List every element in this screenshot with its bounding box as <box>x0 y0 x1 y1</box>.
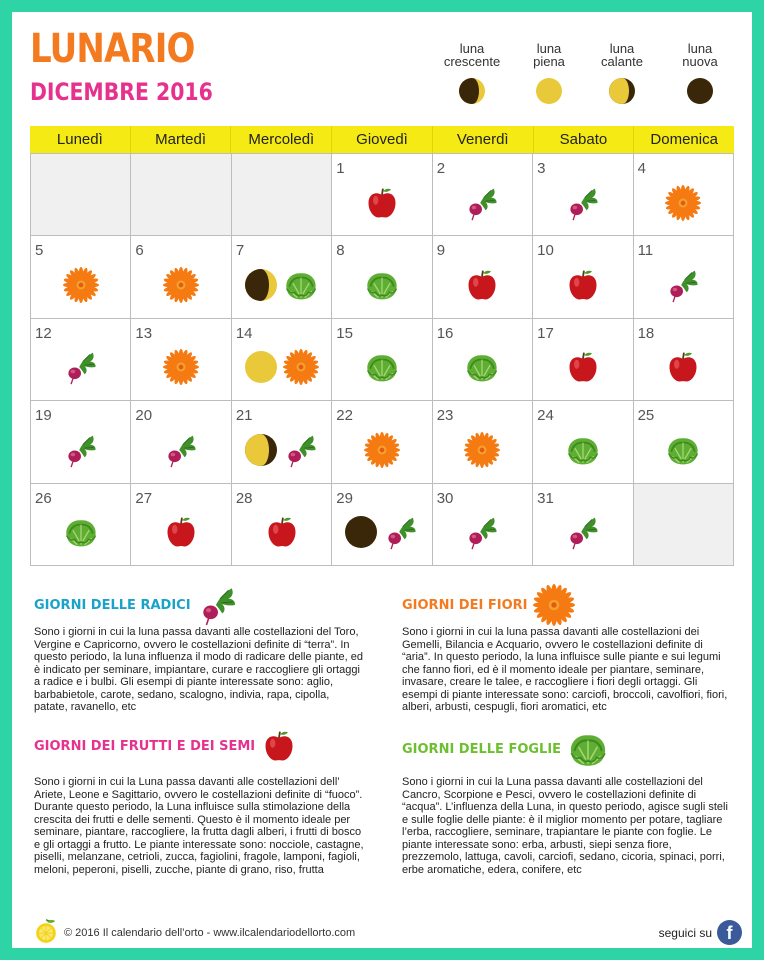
calendar-day-cell <box>31 319 131 401</box>
lettuce-icon <box>567 728 609 770</box>
day-number: 25 <box>637 407 655 425</box>
radish-icon <box>565 185 601 221</box>
day-icons <box>332 504 431 561</box>
lettuce-icon <box>565 432 601 468</box>
moon-full-icon <box>536 78 562 104</box>
day-icons <box>232 256 331 313</box>
legend-waning <box>582 42 662 104</box>
radish-icon <box>464 185 500 221</box>
radish-icon <box>464 514 500 550</box>
calendar-day-cell <box>131 401 231 483</box>
calendar-day-cell <box>332 484 432 566</box>
day-number: 27 <box>135 489 153 507</box>
radish-icon <box>197 584 239 626</box>
day-number: 12 <box>35 324 52 342</box>
radish-icon <box>383 514 419 550</box>
calendar-day-cell <box>533 154 633 236</box>
day-number: 20 <box>135 407 153 425</box>
calendar-day-cell <box>433 236 533 318</box>
day-number: 19 <box>35 407 52 425</box>
flower-icon <box>63 267 99 303</box>
calendar-day-cell <box>232 319 332 401</box>
page-title: LUNARIO <box>30 26 195 72</box>
flower-icon <box>283 349 319 385</box>
day-icons <box>131 504 230 561</box>
weekday-wednesday: Mercoledì <box>231 126 332 153</box>
day-number: 10 <box>537 242 554 260</box>
apple-icon <box>163 514 199 550</box>
day-number: 17 <box>537 324 554 342</box>
copyright-text: © 2016 Il calendario dell’orto - www.ilcalendariodellorto.com <box>64 927 356 939</box>
legend-label: nuova <box>682 54 718 69</box>
radish-icon <box>565 514 601 550</box>
legend-label: luna <box>687 41 713 56</box>
legend-waxing <box>432 42 512 104</box>
day-number: 22 <box>336 407 353 425</box>
day-icons <box>31 256 130 313</box>
day-number: 6 <box>135 242 144 260</box>
weekday-friday: Venerdì <box>433 126 534 153</box>
day-icons <box>232 339 331 396</box>
lettuce-icon <box>283 267 319 303</box>
moon-waning-icon <box>609 78 635 104</box>
day-icons <box>332 174 431 231</box>
apple-icon <box>464 267 500 303</box>
day-number: 15 <box>336 324 353 342</box>
legend-label: piena <box>533 54 565 69</box>
weekday-thursday: Giovedì <box>332 126 433 153</box>
calendar-day-cell <box>533 401 633 483</box>
lemon-icon <box>32 917 60 945</box>
section-radici-header <box>34 584 239 626</box>
day-icons <box>433 421 532 478</box>
section-foglie-title: GIORNI DELLE FOGLIE <box>402 741 562 757</box>
legend-new <box>660 42 740 104</box>
flower-icon <box>464 432 500 468</box>
apple-icon <box>364 185 400 221</box>
calendar-day-cell <box>433 154 533 236</box>
calendar-day-cell <box>131 484 231 566</box>
day-icons <box>131 256 230 313</box>
day-number: 24 <box>537 407 554 425</box>
legend-full <box>509 42 589 104</box>
day-icons <box>433 174 532 231</box>
day-number: 26 <box>35 489 52 507</box>
radish-icon <box>163 432 199 468</box>
moon-waning-icon <box>245 434 277 466</box>
apple-icon <box>261 728 297 764</box>
calendar-day-cell <box>332 319 432 401</box>
day-icons <box>634 421 733 478</box>
day-icons <box>533 504 632 561</box>
section-frutti-title: GIORNI DEI FRUTTI E DEI SEMI <box>34 738 256 754</box>
calendar-day-cell <box>533 319 633 401</box>
calendar-day-cell <box>232 484 332 566</box>
day-icons <box>332 421 431 478</box>
weekday-header <box>30 126 734 153</box>
legend-label: luna <box>536 41 562 56</box>
day-icons <box>533 421 632 478</box>
day-number: 4 <box>637 160 646 177</box>
day-icons <box>433 504 532 561</box>
apple-icon <box>565 267 601 303</box>
calendar-empty-cell <box>131 154 231 236</box>
section-fiori-header <box>402 584 575 626</box>
facebook-icon[interactable]: f <box>717 920 742 945</box>
section-radici-title: GIORNI DELLE RADICI <box>34 597 191 613</box>
day-icons <box>31 339 130 396</box>
footer <box>32 917 742 951</box>
lettuce-icon <box>464 349 500 385</box>
legend-label: calante <box>601 54 643 69</box>
calendar-empty-cell <box>634 484 734 566</box>
day-number: 16 <box>436 324 454 342</box>
lunar-calendar-card <box>12 12 752 948</box>
section-frutti-body: Sono i giorni in cui la Luna passa davanti alle costellazioni dell’ Ariete, Leone e Sagittario, ovvero le costellazioni definite di “fuoco”. Durante questo periodo, la Luna influisce sulla stimolazione della crescita dei frutti e delle sementi. Questo è il momento ideale per seminare, piantare, raccogliere, la frutta dagli alberi, i frutti di bosco e gli ortaggi a frutto. Le piante interessate sono: nocciole, castagne, piselli, melanzane, cetrioli, zucca, fagiolini, fragole, lamponi, fagioli, meloni, peperoni, piselli, zucche, piante di grano, riso, frutta <box>34 776 364 876</box>
lettuce-icon <box>364 349 400 385</box>
legend-label: crescente <box>443 54 501 69</box>
day-number: 18 <box>637 324 655 342</box>
moon-new-icon <box>345 516 377 548</box>
weekday-monday: Lunedì <box>30 126 131 153</box>
day-icons <box>634 256 733 313</box>
day-number: 29 <box>336 489 353 507</box>
section-foglie-body: Sono i giorni in cui la Luna passa davanti alle costellazioni del Cancro, Scorpione e Pesci, ovvero le costellazioni definite di “acqua”. L’influenza della Luna, in questo periodo, agisce sugli steli e sulle foglie delle piante: è il miglior momento per potare, tagliare l’erba, raccogliere, seminare, trapiantare le piante con foglie. Le piante interessate sono: erba, arbusti, siepi senza fiore, prezzemolo, lattuga, cavoli, carciofi, sedano, cicoria, spinaci, porri, erbe aromatiche, edera, conifere, etc <box>402 776 728 876</box>
day-icons <box>131 421 230 478</box>
radish-icon <box>63 349 99 385</box>
calendar-day-cell <box>332 236 432 318</box>
follow-label: seguici su <box>658 926 712 940</box>
section-fiori-body: Sono i giorni in cui la luna passa davanti alle costellazioni dei Gemelli, Bilancia e Acquario, ovvero le costellazioni definite di “aria”. In questo periodo, la luna influisce sulle piante e sui legumi che fanno fiori, ed è il momento ideale per piantare, seminare, invasare, creare le talee, e raccogliere i fiori degli ortaggi. Gli esempi di piante interessate sono: carciofi, broccoli, cavolfiori, fiori, alberi, arbusti, cespugli, fiori aromatici, etc <box>402 626 728 713</box>
calendar-day-cell <box>533 236 633 318</box>
day-number: 21 <box>235 407 253 425</box>
flower-icon <box>163 349 199 385</box>
apple-icon <box>665 349 701 385</box>
calendar-day-cell <box>634 236 734 318</box>
day-icons <box>533 174 632 231</box>
lettuce-icon <box>364 267 400 303</box>
calendar-empty-cell <box>232 154 332 236</box>
day-number: 9 <box>436 242 446 260</box>
section-fiori-title: GIORNI DEI FIORI <box>402 597 528 613</box>
calendar-grid <box>30 153 734 566</box>
moon-waxing-icon <box>459 78 485 104</box>
calendar-day-cell <box>332 401 432 483</box>
lettuce-icon <box>665 432 701 468</box>
radish-icon <box>283 432 319 468</box>
weekday-tuesday: Martedì <box>131 126 232 153</box>
flower-icon <box>533 584 575 626</box>
moon-waxing-icon <box>245 269 277 301</box>
calendar-day-cell <box>31 236 131 318</box>
day-icons <box>634 339 733 396</box>
flower-icon <box>364 432 400 468</box>
day-number: 1 <box>336 160 345 177</box>
day-number: 28 <box>235 489 253 507</box>
day-number: 13 <box>135 324 153 342</box>
lettuce-icon <box>63 514 99 550</box>
day-number: 5 <box>35 242 44 260</box>
calendar-day-cell <box>332 154 432 236</box>
day-icons <box>634 174 733 231</box>
section-frutti-header <box>34 728 297 764</box>
calendar-day-cell <box>433 401 533 483</box>
radish-icon <box>63 432 99 468</box>
day-icons <box>433 339 532 396</box>
flower-icon <box>665 185 701 221</box>
weekday-sunday: Domenica <box>650 131 718 148</box>
day-number: 3 <box>537 160 546 177</box>
day-icons <box>332 339 431 396</box>
calendar-day-cell <box>31 401 131 483</box>
day-number: 23 <box>436 407 454 425</box>
section-radici-body: Sono i giorni in cui la luna passa davanti alle costellazioni del Toro, Vergine e Capricorno, ovvero le costellazioni definite di “terra”. In questo periodo, la luna influenza il modo di radicare delle piante, ed è indicato per seminare, impiantare, curare e raccogliere gli ortaggi a radice e i bulbi. Gli esempi di piante interessate sono: aglio, barbabietole, carote, sedano, scalogno, indivia, rapa, cipolla, patate, ravanello, etc <box>34 626 363 713</box>
legend-label: luna <box>459 41 485 56</box>
calendar-empty-cell <box>31 154 131 236</box>
day-icons <box>232 421 331 478</box>
calendar-day-cell <box>634 319 734 401</box>
day-icons <box>31 421 130 478</box>
radish-icon <box>665 267 701 303</box>
day-icons <box>232 504 331 561</box>
calendar-day-cell <box>533 484 633 566</box>
calendar-day-cell <box>31 484 131 566</box>
day-number: 11 <box>637 242 654 260</box>
flower-icon <box>163 267 199 303</box>
day-icons <box>131 339 230 396</box>
calendar-day-cell <box>131 236 231 318</box>
moon-full-icon <box>245 351 277 383</box>
day-icons <box>533 256 632 313</box>
calendar-day-cell <box>634 154 734 236</box>
day-icons <box>533 339 632 396</box>
day-number: 8 <box>336 242 345 260</box>
day-icons <box>433 256 532 313</box>
calendar-day-cell <box>131 319 231 401</box>
apple-icon <box>565 349 601 385</box>
page-subtitle: DICEMBRE 2016 <box>30 78 213 106</box>
moon-new-icon <box>687 78 713 104</box>
day-number: 31 <box>537 489 554 507</box>
calendar-day-cell <box>433 319 533 401</box>
calendar-day-cell <box>634 401 734 483</box>
calendar-day-cell <box>232 401 332 483</box>
calendar-day-cell <box>433 484 533 566</box>
day-icons <box>31 504 130 561</box>
weekday-saturday: Sabato <box>534 126 635 153</box>
calendar-day-cell <box>232 236 332 318</box>
day-number: 7 <box>235 242 245 260</box>
day-number: 30 <box>436 489 454 507</box>
day-number: 14 <box>235 324 253 342</box>
day-icons <box>332 256 431 313</box>
legend-label: luna <box>609 41 635 56</box>
apple-icon <box>264 514 300 550</box>
day-number: 2 <box>436 160 446 177</box>
section-foglie-header <box>402 728 609 770</box>
